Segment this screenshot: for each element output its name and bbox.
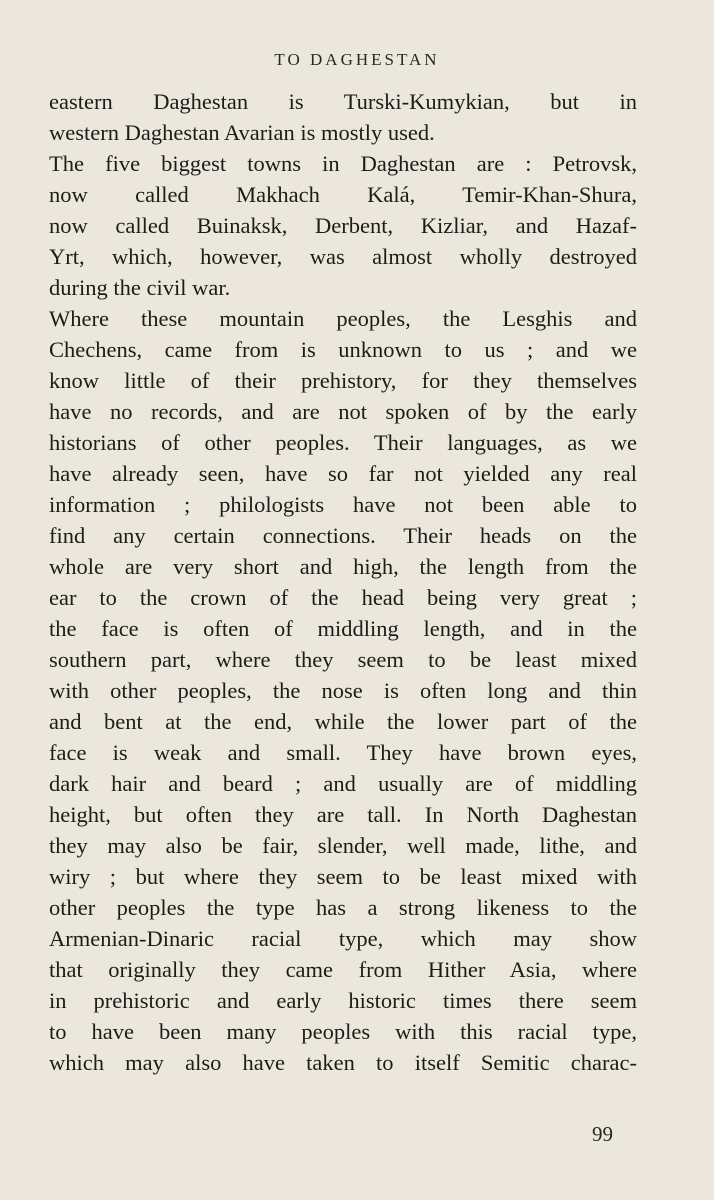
text-line: Armenian-Dinaric racial type, which may show bbox=[49, 926, 637, 951]
text-line: Yrt, which, however, was almost wholly destroyed bbox=[49, 244, 637, 269]
text-line: western Daghestan Avarian is mostly used. bbox=[49, 120, 435, 145]
text-line: now called Makhach Kalá, Temir-Khan-Shura, bbox=[49, 182, 637, 207]
text-line: Chechens, came from is unknown to us ; and we bbox=[49, 337, 637, 362]
text-line: in prehistoric and early historic times there seem bbox=[49, 988, 637, 1013]
text-line: to have been many peoples with this racial type, bbox=[49, 1019, 637, 1044]
text-line: historians of other peoples. Their languages, as we bbox=[49, 430, 637, 455]
text-line: other peoples the type has a strong likeness to the bbox=[49, 895, 637, 920]
running-head: TO DAGHESTAN bbox=[274, 50, 440, 69]
text-line: the face is often of middling length, and in the bbox=[49, 616, 637, 641]
text-line: whole are very short and high, the length from the bbox=[49, 554, 637, 579]
text-line: which may also have taken to itself Semitic charac- bbox=[49, 1050, 637, 1075]
text-line: find any certain connections. Their heads on the bbox=[49, 523, 637, 548]
text-line: ear to the crown of the head being very great ; bbox=[49, 585, 637, 610]
text-line: during the civil war. bbox=[49, 275, 231, 300]
text-line: and bent at the end, while the lower part of the bbox=[49, 709, 637, 734]
text-line: they may also be fair, slender, well made, lithe, and bbox=[49, 833, 637, 858]
text-line: The five biggest towns in Daghestan are : Petrovsk, bbox=[49, 151, 637, 176]
page-number: 99 bbox=[592, 1122, 613, 1146]
text-line: have no records, and are not spoken of by the early bbox=[49, 399, 637, 424]
text-line: wiry ; but where they seem to be least mixed with bbox=[49, 864, 637, 889]
body-text bbox=[49, 86, 637, 1078]
text-line: height, but often they are tall. In North Daghestan bbox=[49, 802, 637, 827]
text-line: dark hair and beard ; and usually are of middling bbox=[49, 771, 637, 796]
text-line: now called Buinaksk, Derbent, Kizliar, and Hazaf- bbox=[49, 213, 637, 238]
text-line: southern part, where they seem to be least mixed bbox=[49, 647, 637, 672]
text-line: know little of their prehistory, for they themselves bbox=[49, 368, 637, 393]
text-line: that originally they came from Hither Asia, where bbox=[49, 957, 637, 982]
text-line: with other peoples, the nose is often long and thin bbox=[49, 678, 637, 703]
text-line: have already seen, have so far not yielded any real bbox=[49, 461, 637, 486]
text-line: eastern Daghestan is Turski-Kumykian, but in bbox=[49, 89, 637, 114]
text-line: Where these mountain peoples, the Lesghis and bbox=[49, 306, 637, 331]
text-line: information ; philologists have not been able to bbox=[49, 492, 637, 517]
text-line: face is weak and small. They have brown eyes, bbox=[49, 740, 637, 765]
